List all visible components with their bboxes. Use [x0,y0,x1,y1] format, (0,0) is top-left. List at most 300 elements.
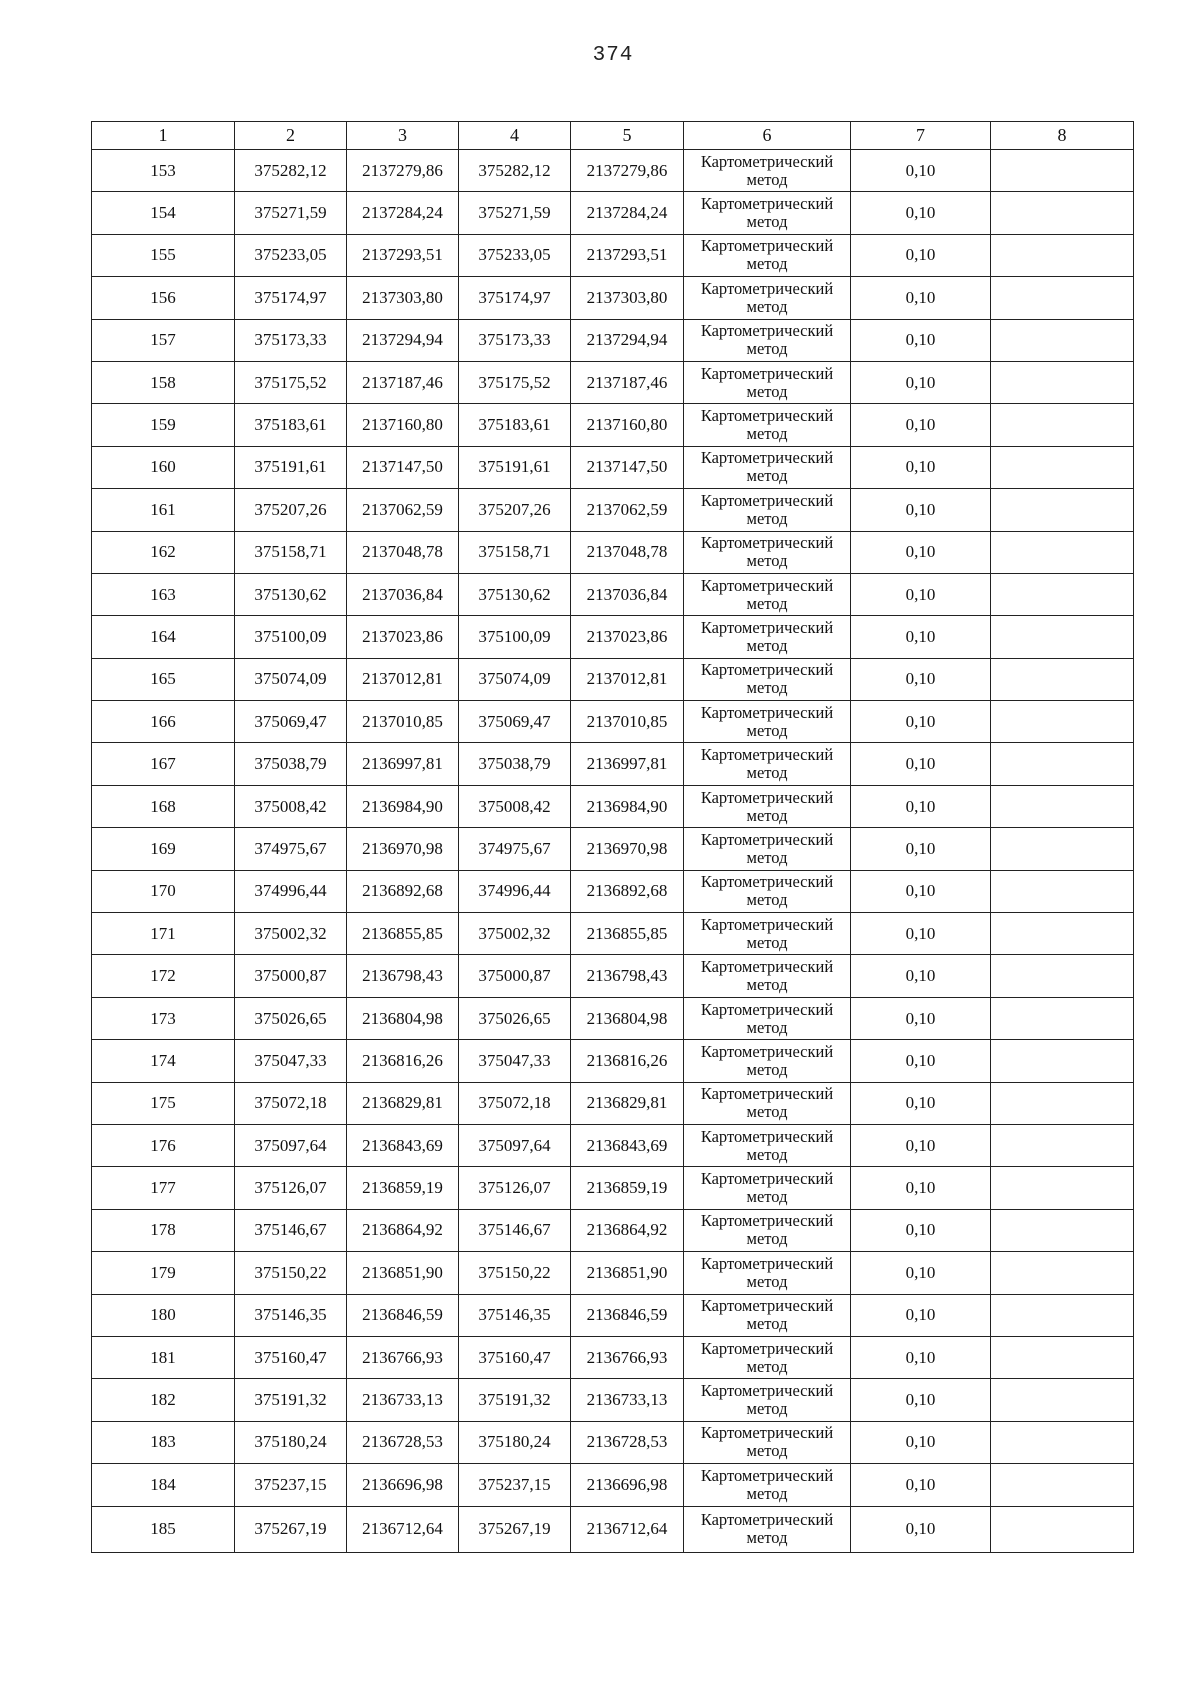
point-number-cell: 180 [92,1294,235,1336]
point-number-cell: 157 [92,319,235,361]
table-row [92,1464,1134,1506]
accuracy-cell: 0,10 [851,997,991,1039]
note-cell [991,531,1134,573]
accuracy-cell: 0,10 [851,1294,991,1336]
point-number-cell: 155 [92,234,235,276]
accuracy-cell: 0,10 [851,531,991,573]
method-label: Картометрический [700,1423,834,1443]
accuracy-cell: 0,10 [851,277,991,319]
method-label: метод [746,678,788,698]
y-coordinate-cell: 2136846,59 [571,1294,684,1336]
x-coordinate-cell: 375146,35 [459,1294,571,1336]
method-label: Картометрический [700,660,834,680]
table-row [92,1040,1134,1082]
x-coordinate-cell: 375146,35 [235,1294,347,1336]
table-row [92,489,1134,531]
y-coordinate-cell: 2136728,53 [571,1421,684,1463]
point-number-cell: 169 [92,828,235,870]
method-label: метод [746,169,788,189]
method-cell [684,1252,851,1294]
y-coordinate-cell: 2137279,86 [347,150,459,192]
y-coordinate-cell: 2136970,98 [347,828,459,870]
accuracy-cell: 0,10 [851,361,991,403]
y-coordinate-cell: 2136855,85 [347,913,459,955]
method-label: метод [746,1399,788,1419]
method-label: метод [746,1314,788,1334]
method-label: Картометрический [700,363,834,383]
header-row [92,122,1134,150]
note-cell [991,785,1134,827]
note-cell [991,150,1134,192]
x-coordinate-cell: 375174,97 [235,277,347,319]
method-label: метод [746,1187,788,1207]
point-number-cell: 177 [92,1167,235,1209]
table-row [92,319,1134,361]
point-number-cell: 178 [92,1209,235,1251]
point-number-cell: 166 [92,701,235,743]
point-number-cell: 160 [92,446,235,488]
note-cell [991,913,1134,955]
method-label: метод [746,975,788,995]
method-label: метод [746,847,788,867]
x-coordinate-cell: 374996,44 [459,870,571,912]
x-coordinate-cell: 375038,79 [459,743,571,785]
y-coordinate-cell: 2136733,13 [347,1379,459,1421]
x-coordinate-cell: 375175,52 [235,361,347,403]
point-number-cell: 153 [92,150,235,192]
method-label: Картометрический [700,194,834,214]
method-label: Картометрический [700,1126,834,1146]
accuracy-cell: 0,10 [851,446,991,488]
point-number-cell: 182 [92,1379,235,1421]
accuracy-cell: 0,10 [851,1421,991,1463]
note-cell [991,1167,1134,1209]
y-coordinate-cell: 2137023,86 [571,616,684,658]
y-coordinate-cell: 2136997,81 [347,743,459,785]
method-label: метод [746,339,788,359]
point-number-cell: 168 [92,785,235,827]
method-label: метод [746,1017,788,1037]
method-label: метод [746,593,788,613]
y-coordinate-cell: 2137036,84 [347,573,459,615]
method-cell [684,1167,851,1209]
note-cell [991,1252,1134,1294]
y-coordinate-cell: 2136798,43 [571,955,684,997]
y-coordinate-cell: 2137036,84 [571,573,684,615]
method-label: метод [746,508,788,528]
accuracy-cell: 0,10 [851,1040,991,1082]
method-label: Картометрический [700,999,834,1019]
x-coordinate-cell: 375271,59 [235,192,347,234]
x-coordinate-cell: 375183,61 [235,404,347,446]
y-coordinate-cell: 2137294,94 [347,319,459,361]
y-coordinate-cell: 2136843,69 [347,1124,459,1166]
y-coordinate-cell: 2137294,94 [571,319,684,361]
accuracy-cell: 0,10 [851,573,991,615]
method-cell [684,616,851,658]
x-coordinate-cell: 375282,12 [235,150,347,192]
y-coordinate-cell: 2136970,98 [571,828,684,870]
table-row [92,277,1134,319]
table-row [92,701,1134,743]
x-coordinate-cell: 375267,19 [235,1506,347,1552]
method-cell [684,828,851,870]
accuracy-cell: 0,10 [851,489,991,531]
method-label: Картометрический [700,1465,834,1485]
method-label: Картометрический [700,617,834,637]
x-coordinate-cell: 375146,67 [235,1209,347,1251]
x-coordinate-cell: 374975,67 [235,828,347,870]
x-coordinate-cell: 375100,09 [459,616,571,658]
method-cell [684,743,851,785]
x-coordinate-cell: 374996,44 [235,870,347,912]
method-cell [684,1506,851,1552]
y-coordinate-cell: 2136696,98 [347,1464,459,1506]
point-number-cell: 154 [92,192,235,234]
point-number-cell: 175 [92,1082,235,1124]
note-cell [991,1209,1134,1251]
note-cell [991,658,1134,700]
point-number-cell: 165 [92,658,235,700]
x-coordinate-cell: 375173,33 [459,319,571,361]
method-label: метод [746,763,788,783]
y-coordinate-cell: 2136851,90 [347,1252,459,1294]
accuracy-cell: 0,10 [851,404,991,446]
note-cell [991,446,1134,488]
x-coordinate-cell: 375126,07 [235,1167,347,1209]
x-coordinate-cell: 375207,26 [235,489,347,531]
accuracy-cell: 0,10 [851,234,991,276]
method-label: Картометрический [700,1084,834,1104]
method-label: метод [746,890,788,910]
table-row [92,1082,1134,1124]
x-coordinate-cell: 375047,33 [235,1040,347,1082]
method-cell [684,277,851,319]
x-coordinate-cell: 375271,59 [459,192,571,234]
method-label: Картометрический [700,872,834,892]
method-label: Картометрический [700,1253,834,1273]
x-coordinate-cell: 375191,32 [235,1379,347,1421]
method-label: метод [746,212,788,232]
y-coordinate-cell: 2136864,92 [571,1209,684,1251]
y-coordinate-cell: 2136829,81 [571,1082,684,1124]
method-label: Картометрический [700,914,834,934]
method-label: метод [746,1356,788,1376]
x-coordinate-cell: 375100,09 [235,616,347,658]
x-coordinate-cell: 375047,33 [459,1040,571,1082]
column-header: 7 [851,122,991,150]
table-row [92,361,1134,403]
table-row [92,785,1134,827]
accuracy-cell: 0,10 [851,616,991,658]
method-cell [684,785,851,827]
table-row [92,1421,1134,1463]
x-coordinate-cell: 375146,67 [459,1209,571,1251]
coordinates-table [91,121,1134,1553]
accuracy-cell: 0,10 [851,319,991,361]
method-label: метод [746,805,788,825]
note-cell [991,743,1134,785]
method-label: метод [746,1483,788,1503]
method-label: Картометрический [700,321,834,341]
x-coordinate-cell: 375097,64 [235,1124,347,1166]
y-coordinate-cell: 2137284,24 [347,192,459,234]
method-label: Картометрический [700,490,834,510]
y-coordinate-cell: 2137010,85 [571,701,684,743]
method-label: метод [746,551,788,571]
x-coordinate-cell: 375097,64 [459,1124,571,1166]
x-coordinate-cell: 375237,15 [459,1464,571,1506]
column-header: 5 [571,122,684,150]
x-coordinate-cell: 375069,47 [235,701,347,743]
method-label: Картометрический [700,1211,834,1231]
y-coordinate-cell: 2136798,43 [347,955,459,997]
x-coordinate-cell: 375150,22 [459,1252,571,1294]
method-label: Картометрический [700,278,834,298]
table-row [92,1124,1134,1166]
x-coordinate-cell: 375207,26 [459,489,571,531]
method-label: метод [746,1059,788,1079]
note-cell [991,1464,1134,1506]
method-label: метод [746,466,788,486]
table-row [92,404,1134,446]
y-coordinate-cell: 2136984,90 [571,785,684,827]
note-cell [991,997,1134,1039]
point-number-cell: 179 [92,1252,235,1294]
column-header: 4 [459,122,571,150]
x-coordinate-cell: 375130,62 [459,573,571,615]
page-number: 374 [592,44,634,67]
table-row [92,1294,1134,1336]
method-cell [684,997,851,1039]
method-cell [684,573,851,615]
x-coordinate-cell: 375008,42 [235,785,347,827]
accuracy-cell: 0,10 [851,658,991,700]
x-coordinate-cell: 375267,19 [459,1506,571,1552]
x-coordinate-cell: 375074,09 [459,658,571,700]
method-label: Картометрический [700,745,834,765]
method-label: метод [746,1271,788,1291]
accuracy-cell: 0,10 [851,828,991,870]
table-row [92,828,1134,870]
y-coordinate-cell: 2137048,78 [347,531,459,573]
y-coordinate-cell: 2137062,59 [571,489,684,531]
x-coordinate-cell: 375175,52 [459,361,571,403]
note-cell [991,616,1134,658]
table-row [92,1506,1134,1552]
table-row [92,1252,1134,1294]
y-coordinate-cell: 2137048,78 [571,531,684,573]
method-cell [684,150,851,192]
table-row [92,743,1134,785]
table-row [92,573,1134,615]
table-row [92,1379,1134,1421]
y-coordinate-cell: 2137187,46 [571,361,684,403]
accuracy-cell: 0,10 [851,1209,991,1251]
x-coordinate-cell: 375233,05 [235,234,347,276]
y-coordinate-cell: 2137023,86 [347,616,459,658]
note-cell [991,701,1134,743]
y-coordinate-cell: 2137293,51 [347,234,459,276]
x-coordinate-cell: 375191,32 [459,1379,571,1421]
y-coordinate-cell: 2136846,59 [347,1294,459,1336]
method-cell [684,955,851,997]
method-label: Картометрический [700,1510,834,1529]
x-coordinate-cell: 375026,65 [459,997,571,1039]
y-coordinate-cell: 2136728,53 [347,1421,459,1463]
method-label: Картометрический [700,1338,834,1358]
method-cell [684,361,851,403]
method-label: метод [746,254,788,274]
y-coordinate-cell: 2136859,19 [347,1167,459,1209]
method-label: метод [746,932,788,952]
y-coordinate-cell: 2136997,81 [571,743,684,785]
y-coordinate-cell: 2136984,90 [347,785,459,827]
note-cell [991,234,1134,276]
method-cell [684,870,851,912]
table-row [92,616,1134,658]
note-cell [991,361,1134,403]
y-coordinate-cell: 2137012,81 [347,658,459,700]
x-coordinate-cell: 375072,18 [459,1082,571,1124]
method-label: Картометрический [700,1169,834,1189]
method-cell [684,658,851,700]
column-header: 1 [92,122,235,150]
note-cell [991,828,1134,870]
y-coordinate-cell: 2137187,46 [347,361,459,403]
y-coordinate-cell: 2137062,59 [347,489,459,531]
y-coordinate-cell: 2136804,98 [347,997,459,1039]
method-label: метод [746,381,788,401]
method-cell [684,404,851,446]
y-coordinate-cell: 2136816,26 [571,1040,684,1082]
x-coordinate-cell: 375150,22 [235,1252,347,1294]
note-cell [991,1082,1134,1124]
accuracy-cell: 0,10 [851,192,991,234]
point-number-cell: 174 [92,1040,235,1082]
method-label: метод [746,635,788,655]
point-number-cell: 170 [92,870,235,912]
accuracy-cell: 0,10 [851,785,991,827]
x-coordinate-cell: 375282,12 [459,150,571,192]
y-coordinate-cell: 2137147,50 [571,446,684,488]
method-cell [684,913,851,955]
method-label: Картометрический [700,787,834,807]
point-number-cell: 184 [92,1464,235,1506]
point-number-cell: 171 [92,913,235,955]
point-number-cell: 159 [92,404,235,446]
y-coordinate-cell: 2136843,69 [571,1124,684,1166]
method-cell [684,1124,851,1166]
x-coordinate-cell: 375158,71 [235,531,347,573]
y-coordinate-cell: 2136829,81 [347,1082,459,1124]
x-coordinate-cell: 375038,79 [235,743,347,785]
y-coordinate-cell: 2137284,24 [571,192,684,234]
method-label: Картометрический [700,1296,834,1316]
point-number-cell: 163 [92,573,235,615]
accuracy-cell: 0,10 [851,870,991,912]
table-row [92,446,1134,488]
note-cell [991,1506,1134,1552]
y-coordinate-cell: 2136804,98 [571,997,684,1039]
x-coordinate-cell: 375160,47 [459,1336,571,1378]
point-number-cell: 162 [92,531,235,573]
note-cell [991,319,1134,361]
x-coordinate-cell: 375000,87 [235,955,347,997]
method-cell [684,1294,851,1336]
y-coordinate-cell: 2136712,64 [347,1506,459,1552]
table-row [92,150,1134,192]
point-number-cell: 161 [92,489,235,531]
note-cell [991,489,1134,531]
y-coordinate-cell: 2136733,13 [571,1379,684,1421]
y-coordinate-cell: 2137293,51 [571,234,684,276]
x-coordinate-cell: 375160,47 [235,1336,347,1378]
method-label: метод [746,720,788,740]
y-coordinate-cell: 2136892,68 [347,870,459,912]
method-cell [684,1379,851,1421]
x-coordinate-cell: 375130,62 [235,573,347,615]
x-coordinate-cell: 375173,33 [235,319,347,361]
y-coordinate-cell: 2136712,64 [571,1506,684,1552]
table-row [92,1167,1134,1209]
note-cell [991,192,1134,234]
table-row [92,192,1134,234]
method-cell [684,1464,851,1506]
x-coordinate-cell: 375072,18 [235,1082,347,1124]
point-number-cell: 167 [92,743,235,785]
note-cell [991,1124,1134,1166]
y-coordinate-cell: 2136892,68 [571,870,684,912]
x-coordinate-cell: 375191,61 [459,446,571,488]
accuracy-cell: 0,10 [851,913,991,955]
x-coordinate-cell: 375000,87 [459,955,571,997]
method-label: Картометрический [700,236,834,256]
y-coordinate-cell: 2136864,92 [347,1209,459,1251]
note-cell [991,1421,1134,1463]
method-label: метод [746,424,788,444]
x-coordinate-cell: 375026,65 [235,997,347,1039]
point-number-cell: 172 [92,955,235,997]
y-coordinate-cell: 2137160,80 [347,404,459,446]
accuracy-cell: 0,10 [851,1506,991,1552]
column-header: 8 [991,122,1134,150]
table-row [92,955,1134,997]
method-label: Картометрический [700,533,834,553]
y-coordinate-cell: 2137303,80 [571,277,684,319]
table-row [92,1336,1134,1378]
method-cell [684,701,851,743]
y-coordinate-cell: 2137160,80 [571,404,684,446]
x-coordinate-cell: 375191,61 [235,446,347,488]
x-coordinate-cell: 375069,47 [459,701,571,743]
method-label: Картометрический [700,1041,834,1061]
accuracy-cell: 0,10 [851,743,991,785]
point-number-cell: 158 [92,361,235,403]
method-label: Картометрический [700,829,834,849]
note-cell [991,1379,1134,1421]
accuracy-cell: 0,10 [851,955,991,997]
method-label: метод [746,1229,788,1249]
accuracy-cell: 0,10 [851,1464,991,1506]
method-label: метод [746,1102,788,1122]
method-label: Картометрический [700,702,834,722]
x-coordinate-cell: 375174,97 [459,277,571,319]
method-cell [684,1209,851,1251]
x-coordinate-cell: 375183,61 [459,404,571,446]
table-row [92,658,1134,700]
y-coordinate-cell: 2136766,93 [571,1336,684,1378]
